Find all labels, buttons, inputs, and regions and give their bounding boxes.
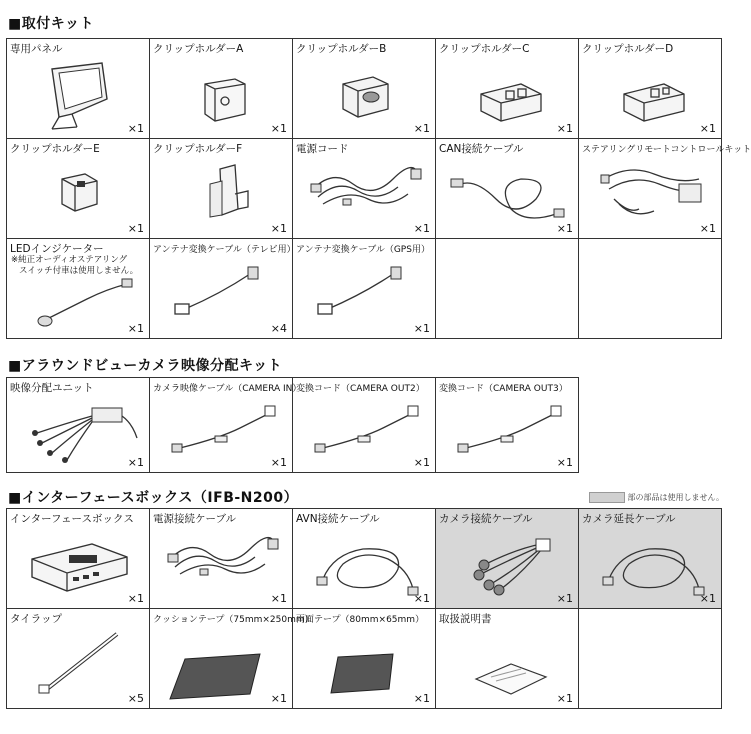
part-quantity: ×1 bbox=[699, 222, 716, 235]
part-quantity: ×1 bbox=[127, 592, 144, 605]
part-quantity: ×1 bbox=[127, 456, 144, 469]
empty-cell bbox=[579, 239, 722, 339]
table-row bbox=[7, 378, 579, 473]
part-label: 取扱説明書 bbox=[439, 613, 492, 625]
part-label: 変換コード（CAMERA OUT2） bbox=[296, 384, 425, 394]
part-label: インターフェースボックス bbox=[10, 513, 134, 525]
part-cell bbox=[436, 378, 579, 473]
part-quantity: ×1 bbox=[556, 456, 573, 469]
part-quantity: ×1 bbox=[270, 122, 287, 135]
part-label: アンテナ変換ケーブル（テレビ用） bbox=[153, 245, 296, 255]
table-row bbox=[7, 39, 722, 139]
part-label: クッションテープ（75mm×250mm） bbox=[153, 615, 314, 625]
part-label: 映像分配ユニット bbox=[10, 382, 94, 394]
part-quantity: ×1 bbox=[413, 692, 430, 705]
part-quantity: ×1 bbox=[699, 592, 716, 605]
part-label: カメラ延長ケーブル bbox=[582, 513, 676, 525]
part-cell bbox=[7, 139, 150, 239]
interface-box-table bbox=[6, 508, 722, 709]
part-quantity: ×1 bbox=[270, 222, 287, 235]
part-label: クリップホルダーC bbox=[439, 43, 530, 55]
part-label: カメラ映像ケーブル（CAMERA IN） bbox=[153, 384, 302, 394]
part-cell bbox=[150, 139, 293, 239]
part-quantity: ×1 bbox=[270, 456, 287, 469]
part-cell bbox=[7, 378, 150, 473]
empty-cell bbox=[436, 239, 579, 339]
part-cell bbox=[436, 609, 579, 709]
part-quantity: ×1 bbox=[413, 222, 430, 235]
part-label: クリップホルダーB bbox=[296, 43, 387, 55]
part-quantity: ×5 bbox=[127, 692, 144, 705]
legend-gray-swatch bbox=[589, 492, 625, 503]
part-label: アンテナ変換ケーブル（GPS用） bbox=[296, 245, 430, 255]
part-cell bbox=[293, 509, 436, 609]
part-label: カメラ接続ケーブル bbox=[439, 513, 533, 525]
part-quantity: ×1 bbox=[413, 322, 430, 335]
part-quantity: ×1 bbox=[413, 592, 430, 605]
part-note-line: スイッチ付車は使用しません。 bbox=[19, 266, 139, 276]
part-cell bbox=[579, 139, 751, 239]
part-label: クリップホルダーD bbox=[582, 43, 674, 55]
part-cell bbox=[150, 239, 296, 339]
part-cell bbox=[7, 39, 150, 139]
table-row bbox=[7, 509, 722, 609]
part-label: LEDインジケーター bbox=[10, 243, 104, 255]
section-title-interface-box: ■インターフェースボックス（IFB-N200） bbox=[8, 490, 299, 506]
part-cell bbox=[293, 39, 436, 139]
part-quantity: ×1 bbox=[556, 222, 573, 235]
install-kit-table bbox=[6, 38, 751, 339]
part-quantity: ×1 bbox=[127, 222, 144, 235]
part-label: クリップホルダーA bbox=[153, 43, 244, 55]
part-cell bbox=[293, 139, 436, 239]
part-cell bbox=[150, 39, 293, 139]
part-cell bbox=[7, 509, 150, 609]
part-label: ステアリングリモートコントロールキット bbox=[582, 145, 751, 155]
part-cell bbox=[436, 39, 579, 139]
part-cell bbox=[436, 509, 579, 609]
part-quantity: ×1 bbox=[556, 592, 573, 605]
part-label: 変換コード（CAMERA OUT3） bbox=[439, 384, 568, 394]
part-cell bbox=[293, 378, 436, 473]
camera-kit-table bbox=[6, 377, 579, 473]
part-quantity: ×1 bbox=[413, 456, 430, 469]
part-label: CAN接続ケーブル bbox=[439, 143, 524, 155]
part-cell bbox=[579, 39, 722, 139]
part-label: タイラップ bbox=[10, 613, 63, 625]
part-label: 電源コード bbox=[296, 143, 349, 155]
part-quantity: ×1 bbox=[127, 122, 144, 135]
table-row bbox=[7, 139, 751, 239]
legend bbox=[589, 492, 724, 503]
part-cell bbox=[579, 509, 722, 609]
section-title-install-kit: ■取付キット bbox=[8, 16, 94, 32]
part-cell bbox=[7, 609, 150, 709]
part-cell bbox=[7, 239, 150, 339]
part-quantity: ×1 bbox=[556, 692, 573, 705]
part-quantity: ×1 bbox=[556, 122, 573, 135]
part-label: 電源接続ケーブル bbox=[153, 513, 237, 525]
part-quantity: ×1 bbox=[699, 122, 716, 135]
part-cell bbox=[436, 139, 579, 239]
part-cell bbox=[293, 609, 436, 709]
part-cell bbox=[150, 509, 293, 609]
part-cell bbox=[150, 609, 314, 709]
legend-text: 部の部品は使用しません。 bbox=[627, 493, 724, 502]
part-quantity: ×1 bbox=[127, 322, 144, 335]
part-label: 専用パネル bbox=[10, 43, 63, 55]
part-note-line: ※純正オーディオステアリング bbox=[11, 255, 128, 265]
part-label: AVN接続ケーブル bbox=[296, 513, 380, 525]
part-label: クリップホルダーE bbox=[10, 143, 100, 155]
section-title-camera-kit: ■アラウンドビューカメラ映像分配キット bbox=[8, 358, 283, 374]
table-row bbox=[7, 239, 722, 339]
empty-cell bbox=[579, 609, 722, 709]
part-label: 両面テープ（80mm×65mm） bbox=[296, 615, 425, 625]
part-quantity: ×1 bbox=[270, 692, 287, 705]
part-note bbox=[11, 255, 138, 277]
part-cell bbox=[293, 239, 436, 339]
table-row bbox=[7, 609, 722, 709]
part-cell bbox=[150, 378, 302, 473]
part-quantity: ×4 bbox=[270, 322, 287, 335]
part-label: クリップホルダーF bbox=[153, 143, 243, 155]
part-quantity: ×1 bbox=[413, 122, 430, 135]
part-quantity: ×1 bbox=[270, 592, 287, 605]
